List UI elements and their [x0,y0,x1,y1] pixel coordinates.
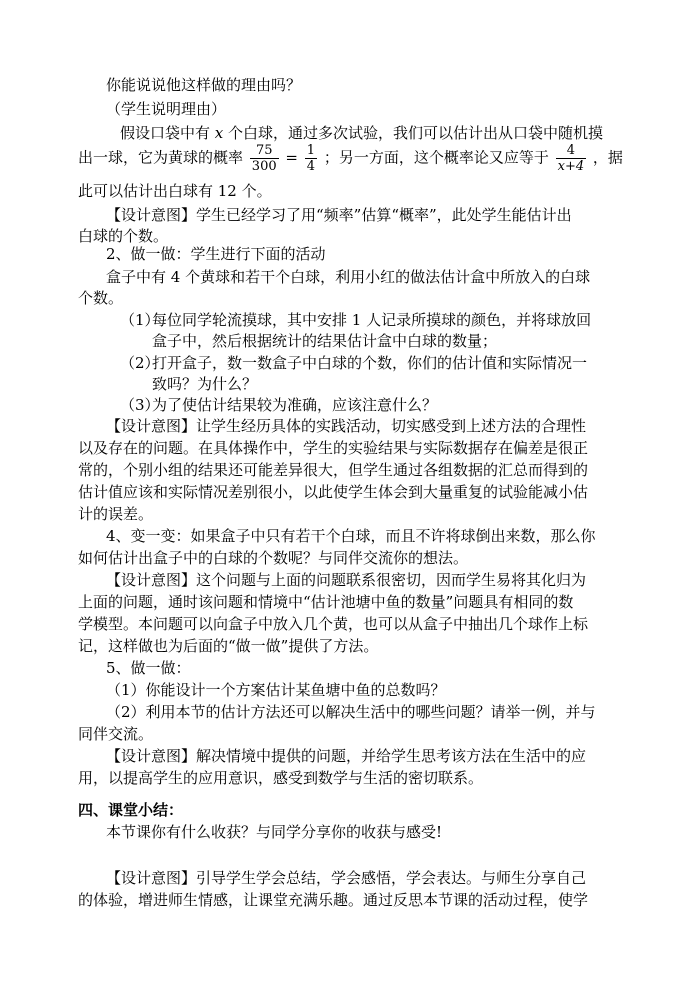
text-line: 5、做一做： [106,659,191,677]
text-line: 【设计意图】这个问题与上面的问题联系很密切，因而学生易将其化归为 [106,571,587,589]
list-number: （2） [120,354,160,372]
text-line: 计的误差。 [78,505,154,523]
text-line: 学模型。本问题可以向盒子中放入几个黄，也可以从盒子中抽出几个球作上标 [78,615,589,633]
text-line: 记，这样做也为后面的“做一做”提供了方法。 [78,637,379,655]
text-line-with-fractions: 出一球，它为黄球的概率 $\frac{75}{300}$ = $\frac{1}{4}$ ；另一方面，这个概率论又应等于 $\frac{4}{x+4}$ ，据 [78,143,623,174]
text-line: 你能说说他这样做的理由吗？ [106,76,302,94]
text-line: 【设计意图】学生已经学习了用“频率”估算“概率”，此处学生能估计出 [106,206,572,224]
list-number: （1） [120,311,160,329]
text-line: 盒子中，然后根据统计的结果估计盒中白球的数量； [152,332,498,350]
text-line: 同伴交流。 [78,725,154,743]
text-line: （学生说明理由） [106,100,227,118]
fraction-1-4: $\frac{1}{4}$ [306,143,316,174]
text-line: 【设计意图】引导学生学会总结，学会感悟，学会表达。与师生分享自己 [106,869,587,887]
text-line: 4、变一变：如果盒子中只有若干个白球，而且不许将球倒出来数，那么你 [106,527,596,545]
text-line: 此可以估计出白球有 12 个。 [78,182,272,200]
text-line: 上面的问题，通时该问题和情境中“估计池塘中鱼的数量”问题具有相同的数 [78,593,574,611]
text-line: 常的，个别小组的结果还可能差异很大，但学生通过各组数据的汇总而得到的 [78,461,589,479]
fraction-4-x-plus-4: $\frac{4}{x+4}$ [557,143,585,174]
text-line: 【设计意图】让学生经历具体的实践活动，切实感受到上述方法的合理性 [106,417,587,435]
text-line: 【设计意图】解决情境中提供的问题，并给学生思考该方法在生活中的应 [106,747,587,765]
text-line: 每位同学轮流摸球，其中安排 1 人记录所摸球的颜色，并将球放回 [152,311,592,329]
text-line: 白球的个数。 [78,227,169,245]
text-line: （1）你能设计一个方案估计某鱼塘中鱼的总数吗？ [106,681,446,699]
text-line: （2）利用本节的估计方法还可以解决生活中的哪些问题？请举一例，并与 [106,703,596,721]
text-line: 以及存在的问题。在具体操作中，学生的实验结果与实际数据存在偏差是很正 [78,439,589,457]
text-line: 的体验，增进师生情感，让课堂充满乐趣。通过反思本节课的活动过程，使学 [78,891,589,909]
text-line: 用，以提高学生的应用意识，感受到数学与生活的密切联系。 [78,769,484,787]
text-line: 假设口袋中有 x 个白球，通过多次试验，我们可以估计出从口袋中随机摸 [120,124,604,142]
text-line: 盒子中有 4 个黄球和若干个白球，利用小红的做法估计盒中所放入的白球 [106,268,591,286]
text-line: 估计值应该和实际情况差别很小，以此使学生体会到大量重复的试验能减小估 [78,483,589,501]
text-line: 本节课你有什么收获？与同学分享你的收获与感受! [106,823,443,841]
text-line: 为了使估计结果较为准确，应该注意什么？ [152,396,438,414]
text-line: 打开盒子，数一数盒子中白球的个数，你们的估计值和实际情况一 [152,354,588,372]
text-line: 2、做一做：学生进行下面的活动 [106,245,326,263]
text-line: 个数。 [78,289,124,307]
text-line: 致吗？为什么？ [152,375,258,393]
text-line: 如何估计出盒子中的白球的个数呢？与同伴交流你的想法。 [78,549,469,567]
variable-x: x [214,124,224,142]
fraction-75-300: $\frac{75}{300}$ [251,143,277,174]
section-heading: 四、课堂小结： [78,801,184,819]
list-number: （3） [120,396,160,414]
